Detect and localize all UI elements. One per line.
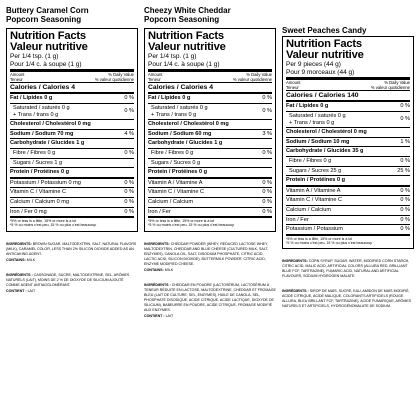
contains-label-fr: CONTIENT : bbox=[6, 288, 27, 293]
nutrient-row-1 bbox=[148, 179, 272, 189]
trans-text: + Trans / trans 0 g bbox=[13, 111, 59, 118]
saturated-row bbox=[10, 104, 134, 120]
nutrient-2-dv: 0 % bbox=[262, 189, 272, 196]
cholesterol-text: Cholesterol / Cholestérol 0 mg bbox=[10, 121, 91, 128]
nf-heading-en: Nutrition Facts bbox=[286, 38, 362, 50]
fat-dv: 0 % bbox=[262, 95, 272, 102]
footnote-fr: *5 % ou moins c'est peu, 15 % ou plus c'est beaucoup bbox=[10, 223, 97, 228]
footnote-en: *5% or less is a little, 15% or more is a lot bbox=[10, 219, 77, 224]
nf-heading-en: Nutrition Facts bbox=[10, 30, 86, 42]
saturated-dv: 0 % bbox=[262, 108, 272, 115]
nutrition-panel-buttery-caramel bbox=[6, 0, 138, 416]
fibre-row bbox=[286, 157, 410, 167]
fibre-text: Fibre / Fibres 0 g bbox=[13, 149, 56, 156]
trans-text: + Trans / trans 0 g bbox=[151, 111, 197, 118]
ingredients-en bbox=[144, 242, 276, 267]
nutrient-1-dv: 0 % bbox=[400, 187, 410, 194]
serving-size-fr: Pour 9 morceaux (44 g) bbox=[286, 68, 355, 76]
nutrient-1-name: Potassium / Potassium 0 mg bbox=[10, 179, 81, 186]
column-header bbox=[148, 69, 272, 82]
product-title-line2: Popcorn Seasoning bbox=[144, 15, 220, 24]
calories-row bbox=[148, 82, 272, 94]
dv-label: % Daily Value bbox=[246, 72, 272, 78]
serving-size-fr: Pour 1/4 c. à soupe (1 g) bbox=[148, 60, 220, 68]
cholesterol-text: Cholesterol / Cholestérol 0 mg bbox=[286, 129, 367, 136]
nutrient-row-4 bbox=[10, 208, 134, 219]
nutrient-5-name: Potassium / Potassium bbox=[286, 226, 343, 233]
nf-heading-fr: Valeur nutritive bbox=[286, 49, 364, 62]
nutrient-row-3 bbox=[286, 206, 410, 216]
nutrient-row-2 bbox=[148, 188, 272, 198]
calories-row bbox=[10, 82, 134, 94]
nf-heading-fr: Valeur nutritive bbox=[10, 41, 88, 54]
contains-text-en: MILK bbox=[26, 257, 36, 262]
contains-en bbox=[144, 268, 276, 273]
sugars-dv: 25 % bbox=[397, 167, 410, 174]
saturated-dv: 0 % bbox=[124, 108, 134, 115]
teneur-label: Teneur bbox=[10, 76, 23, 82]
cholesterol-row bbox=[286, 128, 410, 138]
sodium-text: Sodium / Sodium 10 mg bbox=[286, 138, 350, 145]
carbohydrate-row bbox=[286, 147, 410, 157]
calories-row bbox=[286, 90, 410, 102]
saturated-row bbox=[286, 112, 410, 128]
protein-row bbox=[286, 176, 410, 187]
fibre-text: Fibre / Fibres 0 g bbox=[289, 157, 332, 164]
nutrient-4-dv: 0 % bbox=[262, 208, 272, 215]
nutrient-2-dv: 0 % bbox=[400, 197, 410, 204]
ingredients-text-en: CORN SYRUP, SUGAR, WATER, MODIFIED CORN STARCH, CITRIC ACID, MALIC ACID, ARTIFICIAL COLORS (ALLURA RED, BRILLIANT BLUE FCF, TARTRAZINE), FUMARIC ACID, NATURAL AND ARTIFICIAL FLAVOURS, SODIUM HYDROGEN MALATE. bbox=[282, 259, 410, 279]
product-title-line1: Cheezy White Cheddar bbox=[144, 6, 231, 15]
nutrient-row-4 bbox=[286, 216, 410, 226]
nutrient-1-dv: 0 % bbox=[262, 179, 272, 186]
sodium-text: Sodium / Sodium 60 mg bbox=[148, 130, 212, 137]
nutrition-panel-cheezy-white-cheddar bbox=[144, 0, 276, 416]
fat-text: Fat / Lipides 0 g bbox=[10, 95, 53, 102]
nutrient-2-name: Vitamin C / Vitamine C bbox=[148, 189, 205, 196]
protein-text: Protein / Protéines 0 g bbox=[10, 169, 70, 176]
amount-label: Amount bbox=[10, 72, 25, 78]
fat-dv: 0 % bbox=[400, 103, 410, 110]
nutrition-facts-table bbox=[6, 28, 138, 232]
nutrient-2-dv: 0 % bbox=[124, 189, 134, 196]
contains-text-fr: LAIT bbox=[27, 288, 36, 293]
sodium-dv: 3 % bbox=[262, 130, 272, 137]
nutrient-2-name: Vitamin C / Vitamine C bbox=[10, 189, 67, 196]
saturated-dv: 0 % bbox=[400, 116, 410, 123]
contains-label-fr: CONTIENT : bbox=[144, 313, 165, 318]
amount-label: Amount bbox=[148, 72, 163, 78]
calories-text: Calories / Calories 140 bbox=[286, 92, 359, 100]
fibre-dv: 0 % bbox=[262, 149, 272, 156]
ingredients-fr bbox=[282, 289, 414, 309]
teneur-label: Teneur bbox=[148, 76, 161, 82]
contains-fr bbox=[6, 289, 138, 294]
nutrient-row-2 bbox=[286, 196, 410, 206]
serving-size-fr: Pour 1/4 c. à soupe (1 g) bbox=[10, 60, 82, 68]
nutrient-3-dv: 0 % bbox=[262, 198, 272, 205]
carbohydrate-row bbox=[10, 139, 134, 149]
footnote bbox=[286, 237, 410, 245]
footnote-fr: *5 % ou moins c'est peu, 15 % ou plus c'est beaucoup bbox=[286, 240, 373, 245]
ingredients-label-en: INGREDIENTS: bbox=[282, 259, 308, 264]
nutrition-facts-table bbox=[144, 28, 276, 232]
sodium-row bbox=[286, 138, 410, 148]
nutrient-row-2 bbox=[10, 188, 134, 198]
sodium-row bbox=[10, 130, 134, 140]
protein-row bbox=[10, 168, 134, 179]
calories-text: Calories / Calories 4 bbox=[148, 84, 213, 92]
fat-text: Fat / Lipides 0 g bbox=[286, 103, 329, 110]
nutrient-2-name: Vitamin C / Vitamine C bbox=[286, 197, 343, 204]
nutrient-1-name: Vitamin A / Vitamine A bbox=[148, 179, 203, 186]
sugars-row bbox=[10, 159, 134, 169]
cholesterol-text: Cholesterol / Cholestérol 0 mg bbox=[148, 121, 229, 128]
teneur-label: Teneur bbox=[286, 84, 299, 90]
fat-row bbox=[10, 94, 134, 104]
ingredients-en bbox=[6, 242, 138, 257]
trans-text: + Trans / trans 0 g bbox=[289, 119, 335, 126]
saturated-text: Saturated / saturés 0 g bbox=[289, 113, 346, 119]
product-title-line1: Buttery Caramel Corn bbox=[6, 6, 89, 15]
product-title bbox=[282, 0, 414, 34]
nutrient-4-name: Iron / Fer bbox=[148, 208, 171, 215]
product-title-line1: Sweet Peaches Candy bbox=[282, 26, 367, 35]
sugars-text: Sugars / Sucres 0 g bbox=[151, 159, 201, 166]
ingredients-en bbox=[282, 259, 414, 279]
saturated-text: Saturated / saturés 0 g bbox=[13, 105, 70, 111]
fat-dv: 0 % bbox=[124, 95, 134, 102]
footnote bbox=[10, 219, 134, 227]
protein-text: Protein / Protéines 0 g bbox=[148, 169, 208, 176]
saturated-text: Saturated / saturés 0 g bbox=[151, 105, 208, 111]
ingredients-text-fr: CASSONADE, SUCRE, MALTODEXTRINE, SEL, ARÔMES NATURELS (LAIT), MOINS DE 2 % DE DIOXYDE DE SILICIUM AJOUTÉ COMME AGENT ANTIAGGLOMÉRANT. bbox=[6, 272, 130, 287]
dv-label: % Daily Value bbox=[384, 80, 410, 86]
footnote-en: *5% or less is a little, 15% or more is a lot bbox=[286, 236, 353, 241]
sugars-text: Sugars / Sucres 25 g bbox=[289, 167, 342, 174]
ingredients-label-fr: INGRÉDIENTS : bbox=[144, 282, 171, 287]
column-header bbox=[286, 77, 410, 90]
nutrient-4-name: Iron / Fer 0 mg bbox=[10, 208, 47, 215]
fat-text: Fat / Lipides 0 g bbox=[148, 95, 191, 102]
nutrient-3-name: Calcium / Calcium 0 mg bbox=[10, 198, 70, 205]
contains-fr bbox=[144, 314, 276, 319]
fat-row bbox=[148, 94, 272, 104]
cholesterol-row bbox=[148, 120, 272, 130]
serving-size-en: Per 1/4 tsp. (1 g) bbox=[10, 53, 59, 61]
nutrient-row-1 bbox=[286, 187, 410, 197]
protein-text: Protein / Protéines 0 g bbox=[286, 177, 346, 184]
fibre-text: Fibre / Fibres 0 g bbox=[151, 149, 194, 156]
calories-text: Calories / Calories 4 bbox=[10, 84, 75, 92]
footnote-en: *5% or less is a little, 15% or more is a lot bbox=[148, 219, 215, 224]
fibre-dv: 0 % bbox=[400, 157, 410, 164]
ingredients-fr bbox=[144, 283, 276, 313]
nutrition-panel-sweet-peaches bbox=[282, 0, 414, 416]
nutrient-4-name: Iron / Fer bbox=[286, 216, 309, 223]
product-title-line2: Popcorn Seasoning bbox=[6, 15, 82, 24]
nutrient-row-5 bbox=[286, 225, 410, 236]
sodium-text: Sodium / Sodium 70 mg bbox=[10, 130, 74, 137]
contains-text-en: MILK bbox=[164, 267, 174, 272]
nutrient-3-dv: 0 % bbox=[124, 198, 134, 205]
saturated-row bbox=[148, 104, 272, 120]
vq-label: % valeur quotidienne bbox=[370, 84, 410, 90]
nutrient-3-dv: 0 % bbox=[400, 206, 410, 213]
sugars-text: Sugars / Sucres 1 g bbox=[13, 159, 63, 166]
footnote-fr: *5 % ou moins c'est peu, 15 % ou plus c'est beaucoup bbox=[148, 223, 235, 228]
nutrient-5-dv: 0 % bbox=[400, 226, 410, 233]
fibre-row bbox=[148, 149, 272, 159]
protein-row bbox=[148, 168, 272, 179]
nf-heading-en: Nutrition Facts bbox=[148, 30, 224, 42]
nutrient-row-4 bbox=[148, 208, 272, 219]
contains-en bbox=[6, 258, 138, 263]
nutrition-facts-table bbox=[282, 36, 414, 249]
ingredients-text-fr: CHEDDAR EN POUDRE (LACTOSÉRUM, LACTOSÉRUM À TENEUR RÉDUITE EN LACTOSE, MALTODEXTRINE, CHEDDAR ET FROMAGE BLEU (LAIT DE CULTURE, SEL, ENZYMES), HUILE DE CANOLA, SEL, PHOSPHATE DISODIQUE, ACIDE CITRIQUE, ACIDE LACTIQUE, DIOXYDE DE SILICIUM), BABEURRE EN POUDRE, ACIDE CITRIQUE, FROMAGE MODIFIÉ AUX ENZYMES. bbox=[144, 282, 276, 312]
ingredients-label-fr: INGRÉDIENTS : bbox=[6, 272, 33, 277]
amount-label: Amount bbox=[286, 80, 301, 86]
ingredients-fr bbox=[6, 273, 138, 288]
contains-label-en: CONTAINS: bbox=[144, 267, 164, 272]
nutrient-4-dv: 0 % bbox=[400, 216, 410, 223]
dv-label: % Daily Value bbox=[108, 72, 134, 78]
sodium-row bbox=[148, 130, 272, 140]
nf-heading-fr: Valeur nutritive bbox=[148, 41, 226, 54]
ingredients-label-en: INGREDIENTS: bbox=[6, 241, 32, 246]
serving-size-en: Per 9 pieces (44 g) bbox=[286, 61, 341, 69]
carbohydrate-text: Carbohydrate / Glucides 35 g bbox=[286, 148, 364, 155]
sodium-dv: 1 % bbox=[400, 138, 410, 145]
product-title bbox=[144, 0, 276, 26]
contains-text-fr: LAIT bbox=[165, 313, 174, 318]
nutrient-1-name: Vitamin A / Vitamine A bbox=[286, 187, 341, 194]
nutrient-1-dv: 0 % bbox=[124, 179, 134, 186]
nutrient-3-name: Calcium / Calcium bbox=[286, 206, 332, 213]
fat-row bbox=[286, 102, 410, 112]
footnote bbox=[148, 219, 272, 227]
nutrient-row-3 bbox=[148, 198, 272, 208]
nutrient-row-3 bbox=[10, 198, 134, 208]
column-header bbox=[10, 69, 134, 82]
ingredients-text-fr: SIROP DE MAÏS, SUCRE, EAU, AMIDON DE MAÏS MODIFIÉ, ACIDE CITRIQUE, ACIDE MALIQUE, COLORANTS ARTIFICIELS (ROUGE ALLURA, BLEU BRILLANT FCF, TARTRAZINE), ACIDE FUMARIQUE, ARÔMES NATURELS ET ARTIFICIELS, HYDROGÉNOMALATE DE SODIUM. bbox=[282, 289, 412, 309]
ingredients-label-en: INGREDIENTS: bbox=[144, 241, 170, 246]
cholesterol-row bbox=[10, 120, 134, 130]
contains-label-en: CONTAINS: bbox=[6, 257, 26, 262]
nutrient-4-dv: 0 % bbox=[124, 208, 134, 215]
fibre-dv: 0 % bbox=[124, 149, 134, 156]
sugars-row bbox=[286, 167, 410, 177]
vq-label: % valeur quotidienne bbox=[94, 76, 134, 82]
fibre-row bbox=[10, 149, 134, 159]
sodium-dv: 4 % bbox=[124, 130, 134, 137]
carbohydrate-text: Carbohydrate / Glucides 1 g bbox=[10, 140, 85, 147]
ingredients-text-en: CHEDDAR POWDER (WHEY, REDUCED LACTOSE WHEY, MALTODEXTRIN, CHEDDAR AND BLUE CHEESE (CULTURED MILK, SALT, ENZYMES), CANOLA OIL, SALT, DISODIUM PHOSPHATE, CITRIC ACID, LACTIC ACID, SILICON DIOXIDE), BUTTERMILK POWDER, CITRIC ACID, ENZYME MODIFIED CHEESE. bbox=[144, 241, 269, 266]
nutrient-row-1 bbox=[10, 179, 134, 189]
product-title bbox=[6, 0, 138, 26]
carbohydrate-row bbox=[148, 139, 272, 149]
sugars-row bbox=[148, 159, 272, 169]
ingredients-text-en: BROWN SUGAR, MALTODEXTRIN, SALT, NATURAL FLAVORS (MILK), CARAMEL COLOR, LESS THAN 2% SILICON DIOXIDE ADDED AS AN ANTICAKING AGENT. bbox=[6, 241, 137, 256]
nutrient-3-name: Calcium / Calcium bbox=[148, 198, 194, 205]
serving-size-en: Per 1/4 tsp. (1 g) bbox=[148, 53, 197, 61]
vq-label: % valeur quotidienne bbox=[232, 76, 272, 82]
ingredients-label-fr: INGRÉDIENTS : bbox=[282, 289, 309, 294]
carbohydrate-text: Carbohydrate / Glucides 1 g bbox=[148, 140, 223, 147]
